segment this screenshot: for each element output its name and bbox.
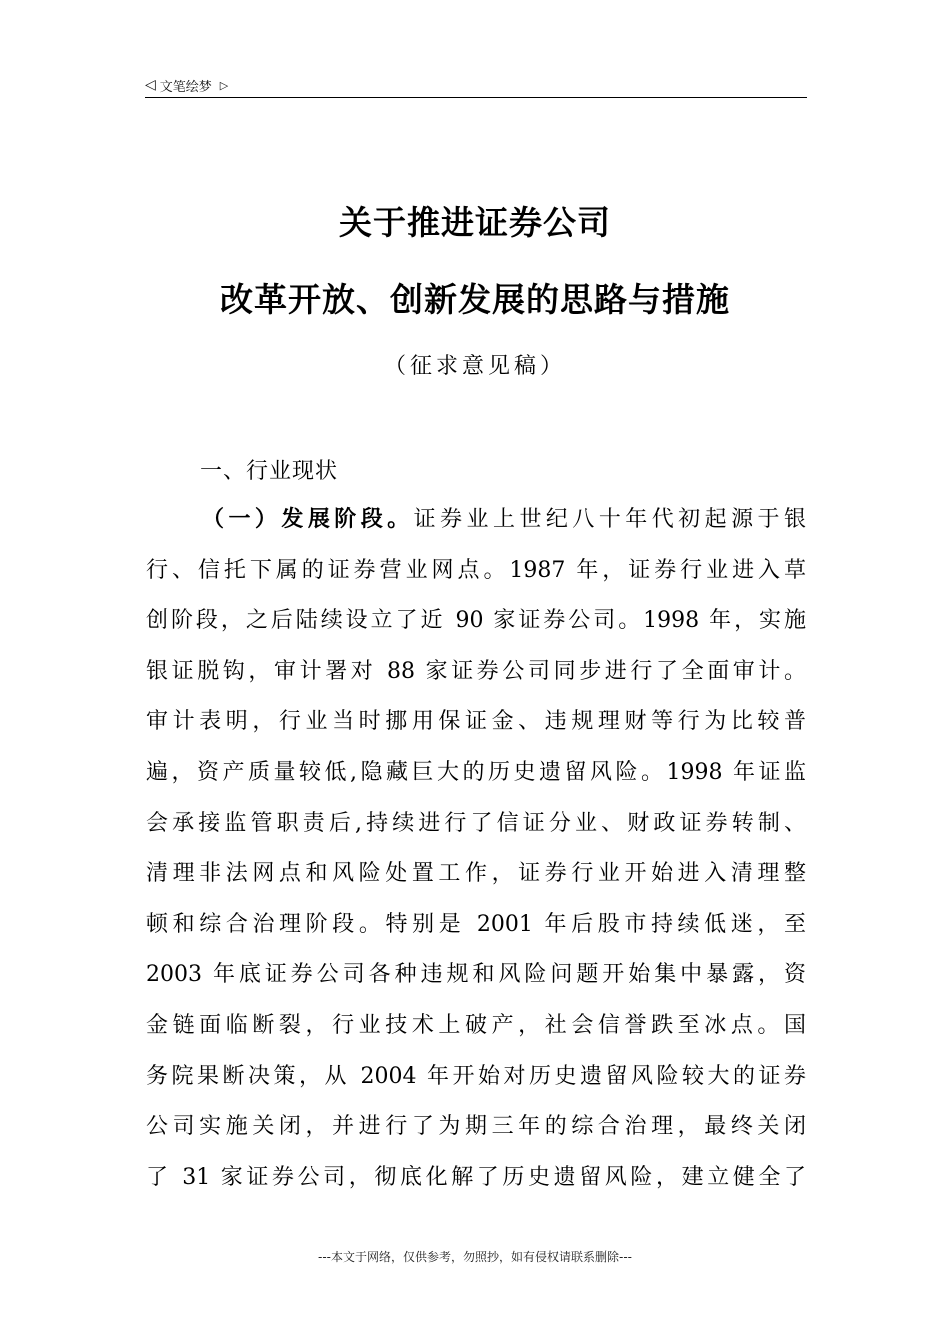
paragraph-line-text: 证券业上世纪八十年代初起源于银 (413, 507, 806, 532)
paragraph-line: 顿和综合治理阶段。特别是 2001 年后股市持续低迷，至 (146, 911, 806, 937)
triangle-right-icon: ▷ (219, 78, 229, 92)
paragraph-line: 清理非法网点和风险处置工作，证券行业开始进入清理整 (146, 861, 806, 887)
paragraph-line: 务院果断决策，从 2004 年开始对历史遗留风险较大的证券 (146, 1063, 806, 1089)
triangle-left-icon: ◁ (145, 77, 156, 93)
paragraph-line: 行、信托下属的证券营业网点。1987 年，证券行业进入草 (146, 557, 806, 583)
paragraph-line: 银证脱钩，审计署对 88 家证券公司同步进行了全面审计。 (146, 658, 806, 684)
paragraph-line: 会承接监管职责后,持续进行了信证分业、财政证券转制、 (146, 810, 806, 836)
paragraph-line: 了 31 家证券公司，彻底化解了历史遗留风险，建立健全了 (146, 1164, 806, 1190)
paragraph-line (146, 503, 806, 554)
section-heading: 一、行业现状 (200, 459, 339, 484)
paragraph-line: 2003 年底证券公司各种违规和风险问题开始集中暴露，资 (146, 962, 806, 988)
page-header (145, 74, 807, 96)
paragraph-line: 公司实施关闭，并进行了为期三年的综合治理，最终关闭 (146, 1114, 806, 1140)
paragraph-lead: （一）发展阶段。 (202, 507, 414, 532)
document-subtitle: （征求意见稿） (383, 354, 566, 379)
page-footer-disclaimer: ---本文于网络，仅供参考，勿照抄，如有侵权请联系删除--- (318, 1250, 632, 1264)
header-divider (145, 97, 807, 98)
header-label: 文笔绘梦 (159, 79, 212, 95)
paragraph-line: 遍，资产质量较低,隐藏巨大的历史遗留风险。1998 年证监 (146, 759, 806, 785)
document-title-line-2: 改革开放、创新发展的思路与措施 (220, 280, 730, 319)
document-title-line-1: 关于推进证券公司 (339, 203, 611, 242)
paragraph-line: 金链面临断裂，行业技术上破产，社会信誉跌至冰点。国 (146, 1012, 806, 1038)
paragraph-line: 创阶段，之后陆续设立了近 90 家证券公司。1998 年，实施 (146, 608, 806, 634)
body-paragraph (146, 503, 806, 1211)
paragraph-line: 审计表明，行业当时挪用保证金、违规理财等行为比较普 (146, 709, 806, 735)
